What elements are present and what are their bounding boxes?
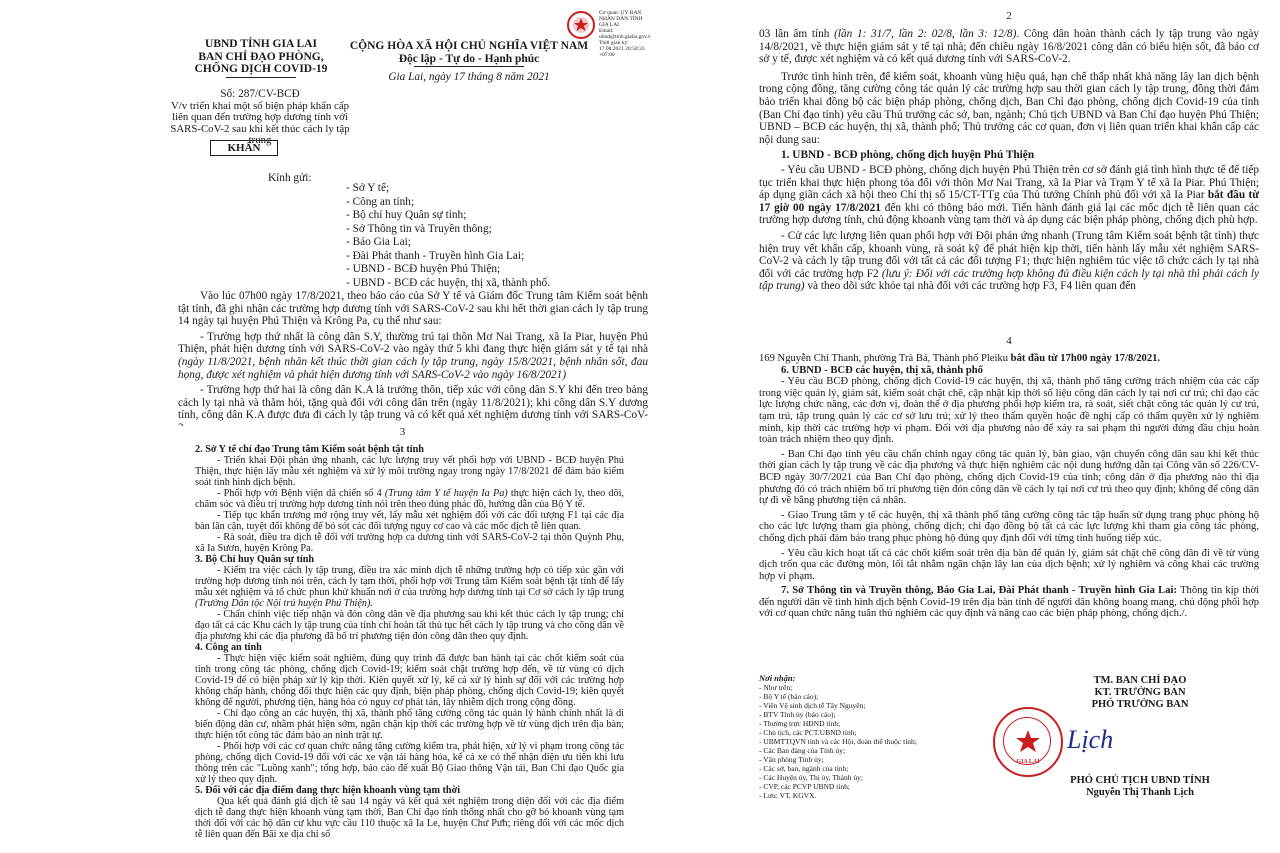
motto-underline — [414, 66, 524, 67]
signer-block — [1015, 775, 1265, 799]
agency-line-2: BAN CHỈ ĐẠO PHÒNG, — [198, 50, 324, 63]
noi-nhan-item: - UBMTTQVN tỉnh và các Hội, đoàn thể thuộc tỉnh; — [759, 737, 917, 746]
paragraph: - Phối hợp với các cơ quan chức năng tăng cường kiểm tra, phát hiện, xử lý vi phạm trong công tác phòng, chống dịch Covid-19 đối với các xe vận tải hàng hóa, kể cả xe có thể nhận diện ưu tiên khi lưu thông trên các "Luồng xanh"; tổng hợp, báo cáo để xuất Bộ Giao thông Vận tải, Ban Chỉ đạo Quốc gia xử lý theo quy định. — [195, 741, 624, 785]
noi-nhan-item: - Bộ Y tế (báo cáo); — [759, 692, 819, 701]
intro-paragraph: Vào lúc 07h00 ngày 17/8/2021, theo báo cáo của Sở Y tế và Giám đốc Trung tâm Kiểm soát bệnh tật tỉnh, đã ghi nhận các trường hợp dương tính với SARS-CoV-2 sau khi hết thời gian cách ly tập trung 14 ngày tại huyện Phú Thiện và Krông Pa, cụ thể như sau: — [178, 290, 648, 328]
text-span: Thông tin kịp thời đến người dân về tình hình dịch bệnh Covid-19 trên địa bàn tỉnh để người dân không hoang mang, chủ động phối hợp với cơ quan chức năng tuân thủ nghiêm các quy định và nâng cao các biện pháp phòng, chống dịch./. — [759, 585, 1259, 620]
noi-nhan-item: - BTV Tỉnh ủy (báo cáo); — [759, 710, 836, 719]
text-span: (Trung tâm Y tế huyện Ia Pa) — [384, 488, 508, 499]
noi-nhan-item: - Chủ tịch, các PCT.UBND tỉnh; — [759, 728, 857, 737]
text-span: bắt đầu từ 17h00 ngày 17/8/2021. — [1010, 353, 1161, 364]
paragraph — [759, 353, 1259, 365]
text-span: (lần 1: 31/7, lần 2: 02/8, lần 3: 12/8) — [834, 28, 1017, 40]
recipients-footer — [759, 673, 989, 800]
page-1 — [148, 0, 660, 426]
national-title: CỘNG HÒA XÃ HỘI CHỦ NGHĨA VIỆT NAM — [349, 40, 589, 52]
section-heading-3: 3. Bộ Chỉ huy Quân sự tỉnh — [195, 554, 315, 565]
document-number: Số: 287/CV-BCĐ — [220, 88, 300, 100]
paragraph: - Yêu cầu BCĐ phòng, chống dịch Covid-19 các huyện, thị xã, thành phố tăng cường trách nhiệm của các cấp trong việc quản lý, giám sát, kiểm soát chặt chẽ, cập nhật kịp thời số liệu công dân cách ly tại nơi cư trú; chỉ đạo các lực lượng chức năng, các đơn vị, đoàn thể ở địa phương phối hợp kiểm tra, rà soát, siết chặt công tác quản lý cư trú, tạm trú, tập trung quản lý các cơ sở lưu trú; xử lý theo thẩm quyền hoặc đề nghị cấp có thẩm quyền xử lý nghiêm minh, kịp thời các trường hợp vi phạm. Đối với địa phương nào để xảy ra sai phạm thì người đứng đầu chịu hoàn toàn trách nhiệm theo quy định. — [759, 376, 1259, 446]
noi-nhan-title: Nơi nhận: — [759, 673, 796, 683]
text-span: (lưu ý: Đối với các trường hợp không đủ điều kiện cách ly tại nhà thì phải cách ly tập trung) — [759, 267, 1259, 293]
national-motto: Độc lập - Tự do - Hạnh phúc — [398, 52, 540, 65]
text-span: - Phối hợp với Bệnh viện dã chiến số 4 — [217, 488, 385, 499]
stamp-line: Email: — [599, 28, 614, 34]
recipient-item: - UBND - BCĐ huyện Phú Thiện; — [346, 263, 501, 275]
signer-role: PHÓ CHỦ TỊCH UBND TỈNH — [1070, 775, 1210, 786]
kinh-gui-label: Kính gửi: — [268, 172, 312, 184]
seal-star-icon — [1013, 727, 1043, 757]
noi-nhan-item: - Thường trực HĐND tỉnh; — [759, 719, 841, 728]
page-2 — [745, 0, 1273, 320]
sig-title-1: TM. BAN CHỈ ĐẠO — [1093, 675, 1187, 686]
stamp-line: Cơ quan: UY BAN — [599, 10, 642, 16]
text-span: bắt đầu từ 17 giờ 00 ngày 17/8/2021 — [759, 189, 1259, 214]
sig-title-2: KT. TRƯỞNG BAN — [1094, 687, 1186, 698]
page-3-body — [175, 444, 630, 840]
section-heading-4: 4. Công an tỉnh — [195, 642, 262, 653]
noi-nhan-item: - CVP, các PCVP UBND tỉnh; — [759, 782, 850, 791]
paragraph: - Tiếp tục khẩn trương mở rộng truy vết, lấy mẫu xét nghiệm đối với các đối tượng F1 tại các địa bàn lân cận, tuyệt đối không để bỏ sót các đối tượng nguy cơ cao và các mốc dịch tễ liên quan. — [195, 510, 624, 532]
noi-nhan-item: - Các sở, ban, ngành của tỉnh; — [759, 764, 849, 773]
page-number: 3 — [399, 426, 406, 438]
case-1-text: - Trường hợp thứ nhất là công dân S.Y, thường trú tại thôn Mơ Nai Trang, xã Ia Piar, huyện Phú Thiện, phát hiện dương tính với SARS-CoV-2 vào ngày thứ 5 khi đang thực hiện giám sát y tế tại nhà — [178, 330, 648, 356]
paragraph: - Giao Trung tâm y tế các huyện, thị xã thành phố tăng cường công tác tập huấn sử dụng trang phục phòng hộ cho các lực lượng tham gia phòng, chống dịch; chỉ đạo đồng bộ tất cả các lực lượng khi tham gia công tác phòng, chống dịch phải đảm bảo trang phục phòng hộ đúng quy định đối với từng tình huống tiếp xúc. — [759, 509, 1259, 544]
recipient-item: - Sở Y tế; — [346, 182, 390, 194]
noi-nhan-item: - Văn phòng Tỉnh ủy; — [759, 755, 824, 764]
paragraph — [759, 28, 1259, 66]
paragraph — [195, 488, 624, 510]
paragraph — [759, 230, 1259, 293]
section-heading-2: 2. Sở Y tế chỉ đạo Trung tâm Kiểm soát bệnh tật tỉnh — [195, 444, 424, 455]
case-2-paragraph: - Trường hợp thứ hai là công dân K.A là trưởng thôn, tiếp xúc với công dân S.Y khi đến treo bảng cách ly tại nhà và thăm hỏi, tặng quà đối với công dân trên (ngày 11/8/2021); khi công dân S.Y dương tính, công dân K.A được đưa đi cách ly tập trung và có kết quả xét nghiệm dương tính với SARS-CoV- — [178, 384, 648, 422]
page-4-body — [745, 353, 1273, 620]
header-divider — [226, 77, 296, 78]
seal-text: GIA LAI — [1016, 759, 1040, 765]
section-heading-7: 7. Sở Thông tin và Truyền thông, Báo Gia Lai, Đài Phát thanh - Truyền hình Gia Lai: — [781, 585, 1178, 597]
paragraph: - Thực hiện việc kiểm soát nghiêm, đúng quy trình đã được ban hành tại các chốt kiểm soát của tỉnh trong công tác phòng, chống dịch Covid-19; kiểm soát chặt trường hợp đến, về từ vùng có dịch Covid-19 để có biện pháp xử lý kịp thời. Kiên quyết xử lý, kể cả xử lý hình sự đối với các trường hợp không chấp hành, chống đối thực hiện các quy định, biện pháp phòng, chống dịch Covid-19; kiên quyết không để người, phương tiện, hàng hóa có nguy cơ phát tán, lây nhiễm dịch trong cộng đồng. — [195, 653, 624, 708]
stamp-line: Thời gian ký: — [599, 40, 629, 46]
recipient-item: - Đài Phát thanh - Truyền hình Gia Lai; — [346, 249, 525, 262]
page-number: 2 — [1006, 10, 1012, 22]
stamp-line: GIA LAI — [599, 22, 620, 28]
red-seal-icon — [993, 707, 1063, 777]
place-date: Gia Lai, ngày 17 tháng 8 năm 2021 — [388, 71, 550, 84]
stamp-line: +07:00 — [599, 52, 615, 58]
paragraph: - Chấn chỉnh việc tiếp nhận và đón công dân về địa phương sau khi kết thúc cách ly tập trung; chỉ đạo tất cả các Khu cách ly tập trung của tỉnh chỉ hoàn tất thủ tục hết cách ly tập trung và cho công dân về địa phương khi các địa phương đã bố trí phương tiện đón công dân theo quy định. — [195, 609, 624, 642]
case-1-paragraph — [178, 331, 648, 381]
noi-nhan-item: - Như trên; — [759, 683, 793, 692]
paragraph: - Chỉ đạo công an các huyện, thị xã, thành phố tăng cường công tác quản lý hành chính nhất là di biến động dân cư, nhằm phát hiện sớm, ngăn chặn kịp thời các trường hợp về từ vùng dịch trên địa bàn; thực hiện tốt công tác đảm bảo an ninh trật tự. — [195, 708, 624, 741]
recipient-item: - Bộ chỉ huy Quân sự tỉnh; — [346, 209, 467, 221]
section-heading-6: 6. UBND - BCĐ các huyện, thị xã, thành phố — [781, 364, 983, 376]
urgent-badge: KHẨN — [210, 140, 278, 156]
paragraph — [759, 585, 1259, 620]
section-heading-5: 5. Đối với các địa điểm đang thực hiện khoanh vùng tạm thời — [195, 785, 461, 796]
section-heading-1: 1. UBND - BCĐ phòng, chống dịch huyện Phú Thiện — [781, 149, 1035, 162]
case-1-note: (ngày 11/8/2021, bệnh nhân kết thúc thời gian cách ly tập trung, ngày 15/8/2021, bệnh nhân sốt, đau họng, được xét nghiệm và phát hiện dương tính với SARS-CoV-2 vào ngày 16/8/2021) — [178, 355, 648, 381]
national-header — [344, 40, 594, 84]
recipient-item: - Sở Thông tin và Truyền thông; — [346, 222, 492, 235]
paragraph: - Triển khai Đội phản ứng nhanh, các lực lượng truy vết phối hợp với UBND - BCĐ huyện Phú Thiện, thực hiện lấy mẫu xét nghiệm và xử lý môi trường ngay trong ngày 17/8/2021 để đảm bảo kiểm soát tình hình dịch bệnh. — [195, 455, 624, 488]
text-span: 03 lần âm tính — [759, 28, 835, 40]
page-3 — [175, 426, 630, 853]
stamp-line: ubnd@tinh.gialai.gov.v — [599, 34, 651, 40]
paragraph: - Yêu cầu kích hoạt tất cả các chốt kiểm soát trên địa bàn để quản lý, giám sát chặt chẽ công dân đi về từ vùng dịch trốn qua các đường mòn, lối tắt nhằm ngăn chặn lây lan của dịch bệnh; xử lý nghiêm và công khai các trường hợp vi phạm. — [759, 547, 1259, 582]
noi-nhan-item: - Lưu: VT, KGVX. — [759, 791, 817, 800]
page-number: 4 — [1006, 335, 1012, 347]
signature-block — [1015, 675, 1265, 711]
text-span: . Công dân hoàn thành cách ly tập trung vào ngày 14/8/2021, về thực hiện giám sát y tế tại nhà; đến chiều ngày 16/8/2021 công dân có biểu hiện sốt, đã báo cơ sở y tế, được xét nghiệm và có kết quả dương tính với SARS-CoV-2. — [759, 28, 1259, 66]
document-subject: V/v triển khai một số biện pháp khẩn cấp liên quan đến trường hợp dương tính với SARS-CoV-2 sau khi kết thúc cách ly tập trung — [170, 99, 350, 147]
text-span: thực hiện cách ly, theo dõi, chăm sóc và điều trị trường hợp dương tính nói trên theo đúng phác đồ, hướng dẫn của Bộ Y tế. — [195, 488, 624, 510]
recipient-item: - Báo Gia Lai; — [346, 236, 411, 248]
stamp-text — [599, 10, 659, 58]
handwritten-signature: Lịch — [1067, 725, 1114, 754]
stamp-line: NHÂN DÂN TỈNH — [599, 16, 643, 22]
agency-line-1: UBND TỈNH GIA LAI — [205, 38, 317, 50]
text-span: (Trường Dân tộc Nội trú huyện Phú Thiện). — [195, 598, 373, 609]
page-1-body — [178, 290, 648, 435]
signer-name: Nguyễn Thị Thanh Lịch — [1086, 787, 1194, 798]
recipient-item: - Công an tỉnh; — [346, 195, 415, 208]
paragraph: Qua kết quả đánh giá dịch tễ sau 14 ngày và kết quả xét nghiệm trong diện đối với các địa điểm dịch tễ đang thực hiện khoanh vùng tạm thời, Ban Chỉ đạo tỉnh thống nhất cho gỡ bỏ khoanh vùng tạm thời đối với các hộ dân cư khu vực cầu 110 thuộc xã Ia Le, huyện Chư Pưh; riêng đối với các mốc dịch tễ liên quan đến Bãi xe địa chỉ số — [195, 796, 624, 840]
document-number-block — [170, 88, 350, 147]
noi-nhan-item: - Viện Vệ sinh dịch tễ Tây Nguyên; — [759, 701, 866, 710]
stamp-line: 17.08.2021 20:50:33 — [599, 46, 645, 52]
recipient-list — [346, 182, 646, 290]
page-4 — [745, 335, 1273, 853]
paragraph: - Ban Chỉ đạo tỉnh yêu cầu chấn chỉnh ngay công tác quản lý, bàn giao, vận chuyển công dân sau khi kết thúc thời gian cách ly tập trung về các địa phương và thực hiện nghiêm các nội dung hướng dẫn tại Công văn số 226/CV-BCĐ ngày 30/7/2021 của Ban Chỉ đạo phòng, chống dịch Covid-19 của tỉnh; công dân ở địa phương nào thì địa phương đó có trách nhiệm bố trí phương tiện đón công dân về cách ly tại nơi cư trú theo quy định; không để công dân tự đi về bằng phương tiện cá nhân. — [759, 448, 1259, 507]
text-span: đến khi có thông báo mới. Tiến hành đánh giá lại các mốc dịch tễ liên quan các trường hợp dương tính, chủ động khoanh vùng tạm thời và áp dụng các biện pháp phòng, chống dịch phù hợp. — [759, 201, 1259, 227]
text-span: - Kiểm tra việc cách ly tập trung, điều tra xác minh dịch tễ những trường hợp có tiếp xúc gần với trường hợp dương tính nói trên, cách ly tạm thời, phối hợp với Trung tâm Kiểm soát bệnh tật tỉnh để lấy mẫu xét nghiệm và tổ chức phun khử khuẩn nơi ở của trường hợp dương tính tại Cơ sở cách ly tập trung — [195, 565, 624, 598]
paragraph — [195, 565, 624, 609]
agency-line-3: CHỐNG DỊCH COVID-19 — [194, 63, 328, 76]
noi-nhan-item: - Các Huyện ủy, Thị ủy, Thành ủy; — [759, 773, 863, 782]
agency-header — [176, 38, 346, 79]
sig-title-3: PHÓ TRƯỞNG BAN — [1091, 699, 1189, 710]
text-span: - Cử các lực lượng liên quan phối hợp với Đội phản ứng nhanh (Trung tâm Kiểm soát bệnh tật tỉnh) thực hiện truy vết khẩn cấp, khoanh vùng, rà soát kỹ để phát hiện kịp thời, tiến hành lấy mẫu xét nghiệm SARS-CoV-2 và cách ly tập trung đối với tất cả các đối tượng F1; thực hiện nghiêm túc việc tổ chức cách ly tại nhà đối với các trường hợp F2 — [759, 229, 1259, 280]
recipient-item: - UBND - BCĐ các huyện, thị xã, thành phố. — [346, 276, 550, 289]
noi-nhan-item: - Các Ban đảng của Tỉnh ủy; — [759, 746, 846, 755]
paragraph — [759, 164, 1259, 227]
state-emblem-icon — [566, 10, 596, 40]
page-2-body — [745, 28, 1273, 293]
text-span: - Yêu cầu UBND - BCĐ phòng, chống dịch huyện Phú Thiện trên cơ sở đánh giá tình hình thực tế để tiếp tục triển khai thực hiện phong tỏa đối với thôn Mơ Nai Trang, xã Ia Piar và Trạm Y tế xã Ia Piar. Phú Thiện; áp dụng giãn cách xã hội theo Chỉ thị số 15/CT-TTg của Thủ tướng Chính phủ đối với xã Ia Piar — [759, 163, 1259, 202]
text-span: và theo dõi sức khỏe tại nhà đối với các trường hợp F3, F4 liên quan đến — [804, 280, 1136, 293]
paragraph: Trước tình hình trên, để kiểm soát, khoanh vùng hiệu quả, hạn chế thấp nhất khả năng lây lan dịch bệnh trong cộng đồng, tăng cường công tác quản lý các trường hợp sau thời gian cách ly tập trung, đồng thời đảm bảo triển khai đồng bộ các biện pháp phòng, chống dịch, Ban Chỉ đạo phòng, chống dịch Covid-19 của tỉnh (Ban Chỉ đạo tỉnh) yêu cầu Thủ trưởng các sở, ban, ngành; Chủ tịch UBND và Ban Chỉ đạo huyện Phú Thiện; UBND – BCĐ các huyện, thị xã, thành phố; Thủ trưởng các cơ quan, đơn vị liên quan triển khai khẩn cấp các nội dung sau: — [759, 70, 1259, 146]
text-span: 169 Nguyễn Chí Thanh, phường Trà Bá, Thành phố Pleiku — [759, 353, 1011, 364]
paragraph: - Rà soát, điều tra dịch tễ đối với trường hợp ca dương tính với SARS-CoV-2 tại thôn Quỳnh Phụ, xã Ia Sươn, huyện Krông Pa. — [195, 532, 624, 554]
